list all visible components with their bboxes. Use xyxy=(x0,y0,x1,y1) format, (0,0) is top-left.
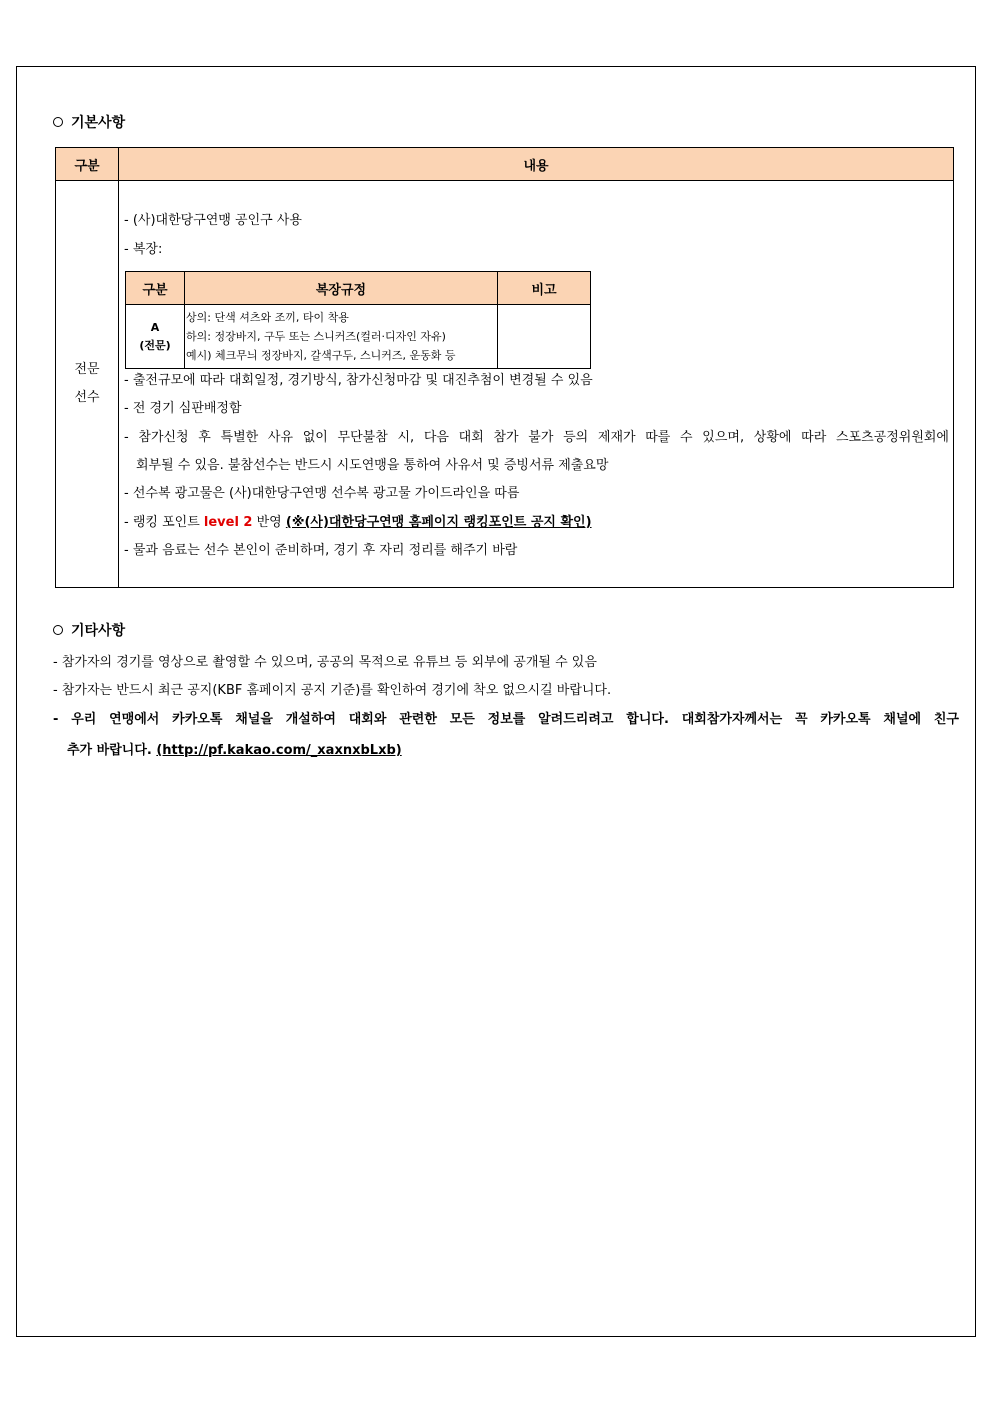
content-cell xyxy=(119,181,954,588)
dress-grade-cell xyxy=(126,305,185,369)
circle-bullet-icon xyxy=(53,117,63,127)
line-ball: - (사)대한당구연맹 공인구 사용 xyxy=(124,213,302,228)
header-category: 구분 xyxy=(56,148,119,181)
basic-title-text: 기본사항 xyxy=(71,115,126,131)
line-referee: - 전 경기 심판배정함 xyxy=(124,401,242,416)
line-water: - 물과 음료는 선수 본인이 준비하며, 경기 후 자리 정리를 해주기 바람 xyxy=(124,543,518,558)
kakao-channel-link[interactable]: (http://pf.kakao.com/_xaxnxbLxb) xyxy=(156,743,402,758)
line-absence: - 참가신청 후 특별한 사유 없이 무단불참 시, 다음 대회 참가 불가 등의 제재가 따를 수 있으며, 상황에 따라 스포츠공정위원회에 xyxy=(124,430,949,445)
ranking-note: (※(사)대한당구연맹 홈페이지 랭킹포인트 공지 확인) xyxy=(285,515,592,530)
header-content: 내용 xyxy=(119,148,954,181)
basic-section-title xyxy=(53,112,125,132)
dress-header-note: 비고 xyxy=(498,272,591,305)
ranking-mid: 반영 xyxy=(252,515,286,530)
dress-rule-bottom: 하의: 정장바지, 구두 또는 스니커즈(컬러·디자인 자유) xyxy=(186,330,446,343)
ranking-prefix: - 랭킹 포인트 xyxy=(124,515,204,530)
dress-header-rule: 복장규정 xyxy=(185,272,498,305)
other-section-title xyxy=(53,620,125,640)
other-line-video: - 참가자의 경기를 영상으로 촬영할 수 있으며, 공공의 목적으로 유튜브 등 외부에 공개될 수 있음 xyxy=(53,655,597,670)
basic-info-table xyxy=(55,147,954,588)
dress-rules-cell xyxy=(185,305,498,369)
dress-grade-text: A (전문) xyxy=(139,320,171,352)
dress-rule-top: 상의: 단색 셔츠와 조끼, 타이 착용 xyxy=(186,311,349,324)
line-uniform-ad: - 선수복 광고물은 (사)대한당구연맹 선수복 광고물 가이드라인을 따름 xyxy=(124,486,520,501)
other-line-kakao: - 우리 연맹에서 카카오톡 채널을 개설하여 대회와 관련한 모든 정보를 알려드리려고 합니다. 대회참가자께서는 꼭 카카오톡 채널에 친구 xyxy=(53,712,959,727)
dress-header-grade: 구분 xyxy=(126,272,185,305)
circle-bullet-icon xyxy=(53,625,63,635)
category-cell xyxy=(56,181,119,588)
category-text: 전문 선수 xyxy=(74,362,100,405)
line-ranking xyxy=(124,511,949,530)
dress-note-cell xyxy=(498,305,591,369)
dress-code-table xyxy=(125,271,591,369)
kakao-cont-text: 추가 바랍니다. xyxy=(67,743,157,758)
ranking-level: level 2 xyxy=(203,515,253,530)
line-schedule: - 출전규모에 따라 대회일정, 경기방식, 참가신청마감 및 대진추첨이 변경될 수 있음 xyxy=(124,373,593,388)
other-line-notice: - 참가자는 반드시 최근 공지(KBF 홈페이지 공지 기준)를 확인하여 경기에 착오 없으시길 바랍니다. xyxy=(53,683,612,698)
other-title-text: 기타사항 xyxy=(71,623,126,639)
line-absence-cont: 회부될 수 있음. 불참선수는 반드시 시도연맹을 통하여 사유서 및 증빙서류 제출요망 xyxy=(136,458,609,473)
dress-rule-example: 예시) 체크무늬 정장바지, 갈색구두, 스니커즈, 운동화 등 xyxy=(186,349,456,362)
other-line-kakao-cont xyxy=(67,739,402,758)
line-dress: - 복장: xyxy=(124,242,163,257)
